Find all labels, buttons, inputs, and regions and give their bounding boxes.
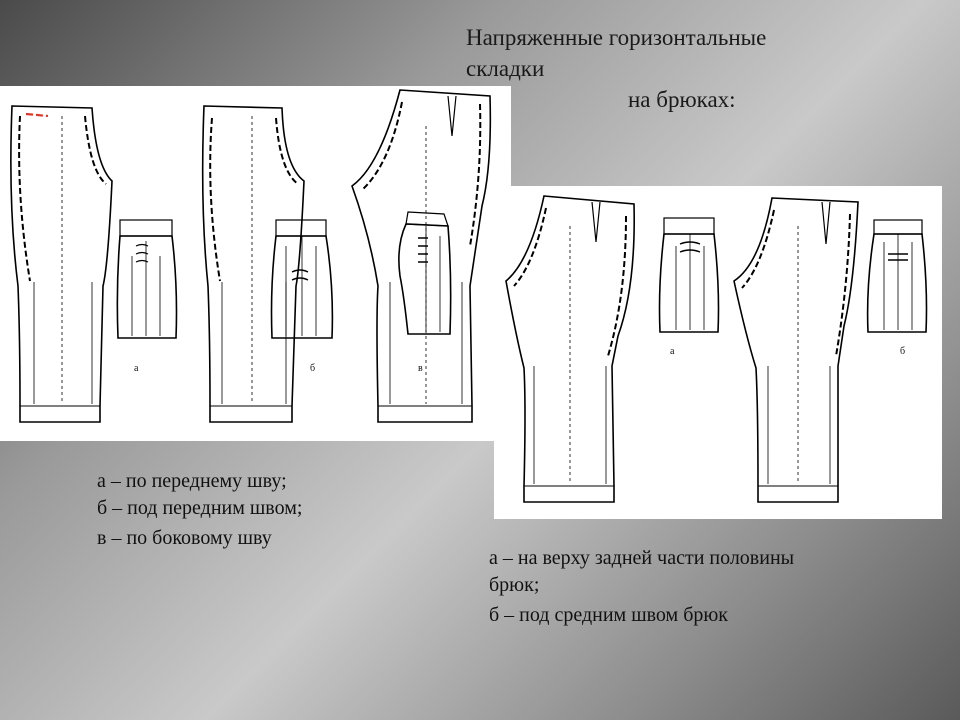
back-patterns-panel	[494, 186, 942, 519]
back-fragment-b	[868, 220, 927, 332]
label-c: в	[418, 363, 423, 374]
front-caption-b: б – под передним швом;	[97, 497, 303, 519]
back-pattern-a	[506, 196, 634, 502]
trouser-fragment-a	[117, 220, 176, 338]
back-caption-a: а – на верху задней части половины	[489, 547, 795, 569]
front-caption-a: а – по переднему шву;	[97, 470, 287, 492]
back-pattern-b	[734, 198, 858, 502]
front-pattern-a	[11, 106, 112, 422]
label-b: б	[310, 363, 316, 374]
front-patterns-panel	[0, 86, 511, 441]
title-line-1: Напряженные горизонтальные	[466, 25, 767, 50]
back-label-b: б	[900, 346, 906, 357]
front-caption-c: в – по боковому шву	[97, 527, 272, 549]
trouser-fragment-b	[272, 220, 333, 338]
trouser-fragment-c	[399, 212, 451, 334]
front-patterns-drawing	[0, 86, 511, 441]
back-label-a: а	[670, 346, 675, 357]
slide-title	[466, 22, 906, 115]
label-a: а	[134, 363, 139, 374]
back-fragment-a	[660, 218, 719, 332]
title-line-2: складки	[466, 56, 545, 81]
back-caption-a-cont: брюк;	[489, 574, 540, 596]
title-line-3: на брюках:	[628, 87, 736, 112]
back-patterns-drawing	[494, 186, 942, 519]
back-caption-b: б – под средним швом брюк	[489, 604, 729, 626]
front-pattern-b	[203, 106, 304, 422]
